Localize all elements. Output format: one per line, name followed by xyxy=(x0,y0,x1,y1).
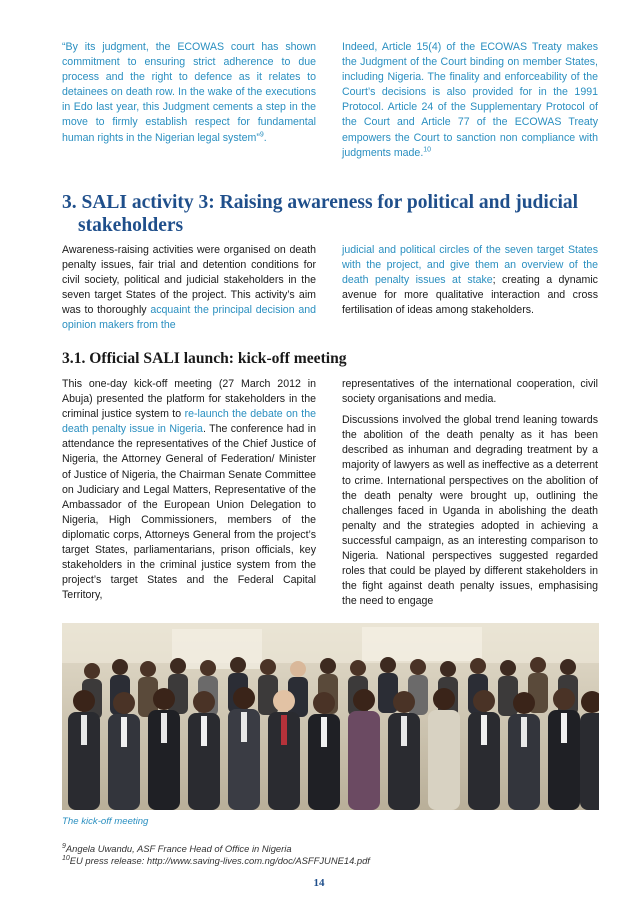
photo-caption: The kick-off meeting xyxy=(62,816,149,827)
section-3-1-column-left xyxy=(62,377,316,603)
discussions-paragraph: Discussions involved the global trend leaning towards the abolition of the death penalty as it has been described as inhuman and degrading treatment by a majority of lawyers as well as ineffective as a deterrent to crime. International perspectives on the abolition of the death penalty were brought up, outlining the challenges faced in Uganda in abolishing the death penalty and the strategies adopted in achieving a successful campaign, as an interesting comparison to Nigeria. National perspectives suggested regarded roles that could be played by different stakeholders in the fight against death penalty issues, emphasising the need to engage xyxy=(342,414,598,608)
footnote-ref-10[interactable]: 10 xyxy=(423,146,432,154)
article-text: Indeed, Article 15(4) of the ECOWAS Treaty makes the Judgment of the Court binding on member States, including Nigeria. The finality and enforceability of the Court’s decisions is also provided for in the 1991 Protocol. Article 24 of the Supplementary Protocol of the Court and Article 77 of the ECOWAS Treaty empowers the Court to sanction non compliance with judgments made.$^{10}$ xyxy=(342,41,598,159)
section-3-heading: 3. SALI activity 3: Raising awareness for political and judicial stakeholders xyxy=(62,192,579,236)
footnote-9: $^9$Angela Uwandu, ASF France Head of Office in Nigeria xyxy=(62,842,292,854)
highlight-text: acquaint the principal decision and opinion makers from the xyxy=(62,304,316,332)
section-3-paragraph: Awareness-raising activities were organised on death penalty issues, fair trial and detention conditions for civil society, political and judicial stakeholders in the seven target States of the project. This activity’s aim was to thoroughly acquaint the principal decision and opinion makers from the xyxy=(62,244,316,332)
footnote-ref-9[interactable]: 9 xyxy=(259,131,264,139)
section-3-column-left xyxy=(62,243,316,334)
quote-text: “By its judgment, the ECOWAS court has shown commitment to ensuring strict adherence to due process and the right to defence as it relates to detainees on death row. In the wake of the executions in Edo last year, this Judgment cements a step in the move to firmly establish respect for fundamental human rights in the Nigerian legal system”$^9$. xyxy=(62,41,316,144)
section-3-1-column-right xyxy=(342,377,598,609)
footnote-10: $^{10}$EU press release: http://www.saving-lives.com.ng/doc/ASFFJUNE14.pdf xyxy=(62,854,370,866)
quote-column-left xyxy=(62,40,316,146)
kickoff-meeting-photo xyxy=(62,623,599,810)
quote-column-right xyxy=(342,40,598,161)
section-3-1-heading: 3.1. Official SALI launch: kick-off meeting xyxy=(62,350,347,367)
section-3-paragraph-cont: judicial and political circles of the seven target States with the project, and give them an overview of the death penalty issues at stake; creating a dynamic avenue for more qualitative interaction and cross fertilisation of ideas among stakeholders. xyxy=(342,244,598,317)
section-3-column-right xyxy=(342,243,598,318)
kickoff-paragraph-cont: representatives of the international cooperation, civil society organisations and media. xyxy=(342,378,598,406)
kickoff-paragraph: This one-day kick-off meeting (27 March 2012 in Abuja) presented the platform for stakeholders in the criminal justice system to re-launch the debate on the death penalty issue in Nigeria. The conference had in attendance the representatives of the Chief Justice of Nigeria, the Attorney General of Federation/ Minister of Justice of Nigeria, the Chairman Senate Committee on Judiciary and Legal Matters, Representative of the Ambassador of the European Union Delegation to Nigeria, High Commissioners, members of the diplomatic corps, Attorneys General from the project’s target States, parliamentarians, prison officials, key stakeholders in the criminal justice system from the project’s target States and the Federal Capital Territory, xyxy=(62,378,317,602)
highlight-text: re-launch the debate on the death penalty issue in Nigeria xyxy=(62,408,317,436)
press-release-link[interactable]: EU press release: http://www.saving-lives.com.ng/doc/ASFFJUNE14.pdf xyxy=(69,855,370,866)
page-number: 14 xyxy=(313,877,325,889)
group-photo-illustration xyxy=(62,623,599,810)
highlight-text: judicial and political circles of the seven target States with the project, and give them an overview of the death penalty issues at stake xyxy=(342,244,598,287)
